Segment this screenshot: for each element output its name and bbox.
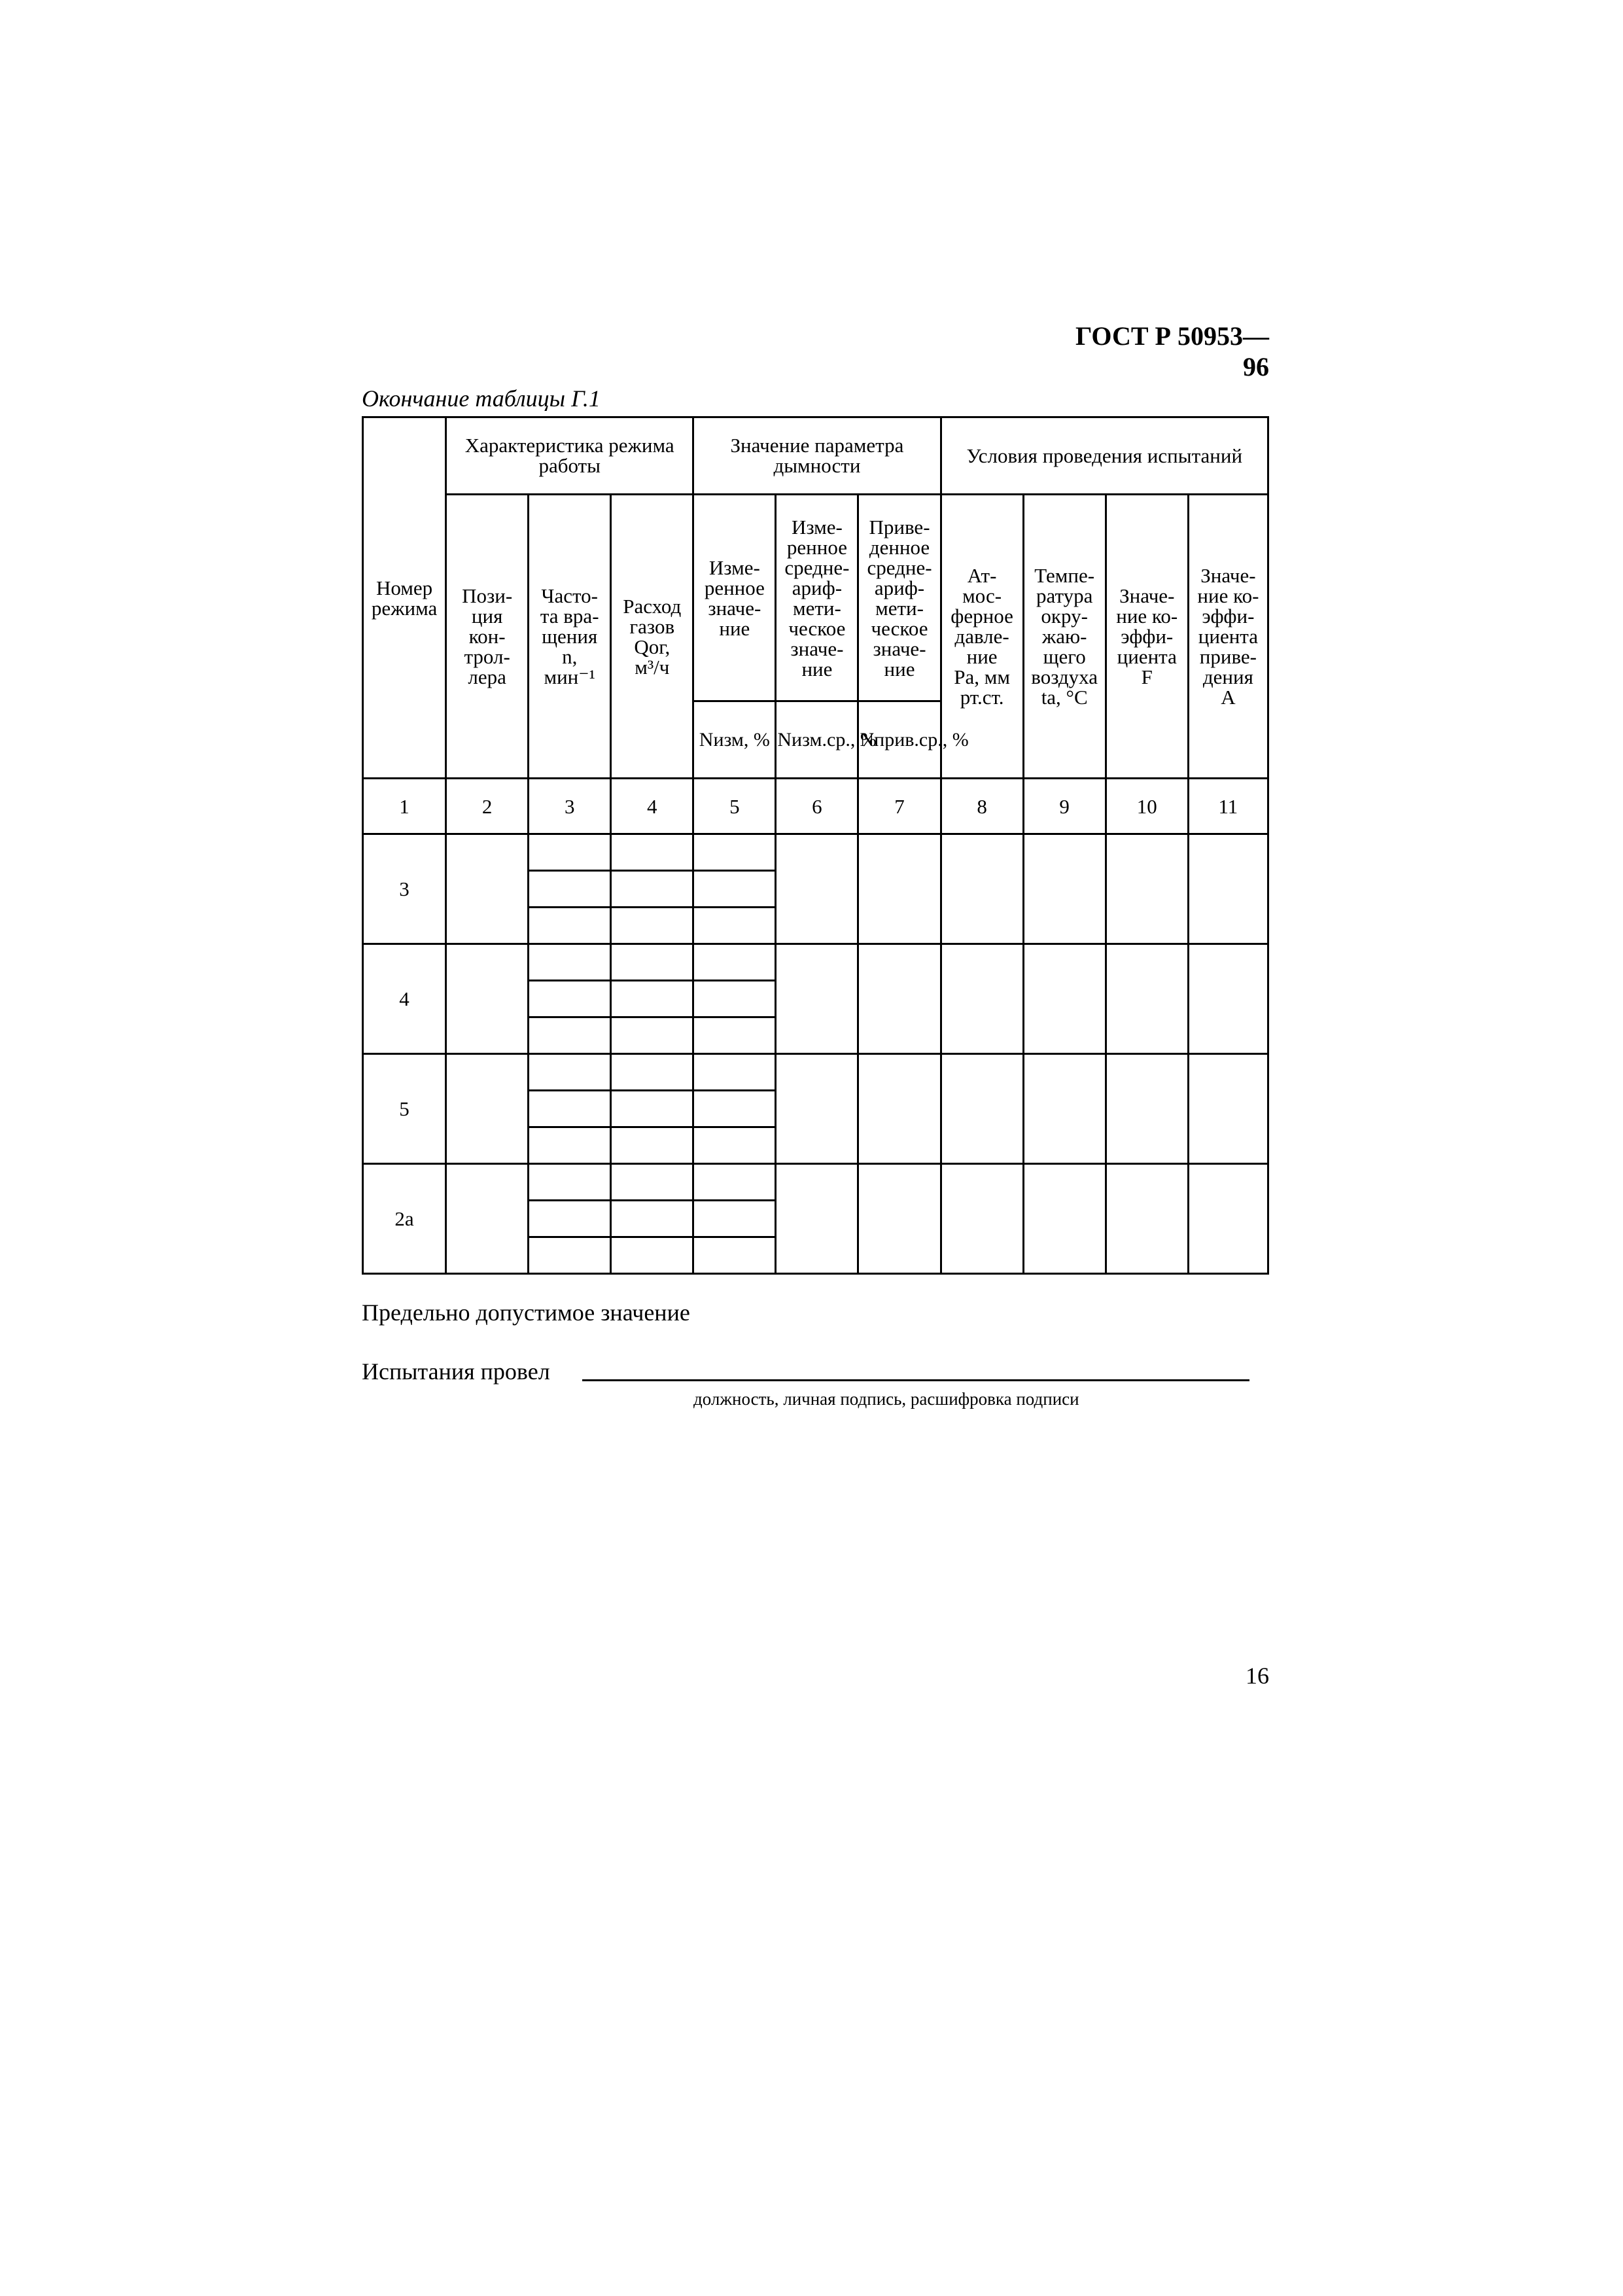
measured-value-cell: [693, 908, 776, 944]
col-rotation-frequency: Часто- та вра- щения n, мин⁻¹: [529, 495, 611, 779]
measured-mean-cell: [776, 1054, 858, 1164]
tested-by-label: Испытания провел: [362, 1358, 550, 1385]
measured-value-cell: [693, 1017, 776, 1054]
gas-flow-cell: [611, 981, 693, 1017]
gas-flow-cell: [611, 1127, 693, 1164]
gas-flow-cell: [611, 871, 693, 908]
pressure-cell: [941, 1054, 1023, 1164]
temperature-cell: [1023, 1164, 1106, 1274]
mode-number-cell: 5: [363, 1054, 446, 1164]
measured-value-cell: [693, 944, 776, 981]
header-test-conditions: Условия проведения испытаний: [941, 417, 1268, 495]
column-number: 5: [693, 779, 776, 834]
symbol-n-reduced-mean: Nприв.ср., %: [858, 701, 941, 779]
measured-value-cell: [693, 871, 776, 908]
col-measured-mean: Изме- ренное средне- ариф- мети- ческое значе- ние: [776, 495, 858, 701]
reduced-mean-cell: [858, 944, 941, 1054]
controller-position-cell: [446, 944, 529, 1054]
coefficient-f-cell: [1106, 834, 1188, 944]
smoke-test-table: [362, 416, 1269, 1275]
mode-subrow: [363, 1054, 1268, 1091]
measured-mean-cell: [776, 1164, 858, 1274]
mode-subrow: [363, 1164, 1268, 1201]
col-reduction-coefficient: Значе- ние ко- эффи- циента приве- дения A: [1188, 495, 1268, 779]
column-number: 4: [611, 779, 693, 834]
gas-flow-cell: [611, 1201, 693, 1237]
gas-flow-cell: [611, 1164, 693, 1201]
temperature-cell: [1023, 1054, 1106, 1164]
gas-flow-cell: [611, 834, 693, 871]
column-number: 3: [529, 779, 611, 834]
reduction-coefficient-cell: [1188, 944, 1268, 1054]
column-number: 9: [1023, 779, 1106, 834]
controller-position-cell: [446, 834, 529, 944]
coefficient-f-cell: [1106, 944, 1188, 1054]
mode-rows: [363, 834, 1268, 1274]
reduction-coefficient-cell: [1188, 1054, 1268, 1164]
reduction-coefficient-cell: [1188, 834, 1268, 944]
measured-value-cell: [693, 1201, 776, 1237]
rotation-frequency-cell: [529, 834, 611, 871]
document-code: ГОСТ Р 50953—96: [1075, 321, 1269, 381]
col-atmospheric-pressure: Ат- мос- ферное давле- ние Pa, мм рт.ст.: [941, 495, 1023, 779]
col-reduced-mean: Приве- денное средне- ариф- мети- ческое значе- ние: [858, 495, 941, 701]
reduced-mean-cell: [858, 1164, 941, 1274]
reduced-mean-cell: [858, 1054, 941, 1164]
measured-value-cell: [693, 981, 776, 1017]
temperature-cell: [1023, 944, 1106, 1054]
signature-caption: должность, личная подпись, расшифровка подписи: [693, 1389, 1079, 1409]
measured-value-cell: [693, 834, 776, 871]
rotation-frequency-cell: [529, 1127, 611, 1164]
header-mode-number: Номер режима: [363, 417, 446, 779]
gas-flow-cell: [611, 944, 693, 981]
measured-value-cell: [693, 1164, 776, 1201]
measured-mean-cell: [776, 834, 858, 944]
reduction-coefficient-cell: [1188, 1164, 1268, 1274]
column-number: 6: [776, 779, 858, 834]
measured-value-cell: [693, 1091, 776, 1127]
col-air-temperature: Темпе- ратура окру- жаю- щего воздуха ta, °С: [1023, 495, 1106, 779]
rotation-frequency-cell: [529, 944, 611, 981]
rotation-frequency-cell: [529, 1201, 611, 1237]
symbol-n-measured-mean: Nизм.ср., %: [776, 701, 858, 779]
gas-flow-cell: [611, 908, 693, 944]
controller-position-cell: [446, 1054, 529, 1164]
rotation-frequency-cell: [529, 1017, 611, 1054]
col-gas-flow: Расход газов Qог, м³/ч: [611, 495, 693, 779]
temperature-cell: [1023, 834, 1106, 944]
column-number: 8: [941, 779, 1023, 834]
gas-flow-cell: [611, 1237, 693, 1274]
rotation-frequency-cell: [529, 1237, 611, 1274]
header-smoke-parameter: Значение параметра дымности: [693, 417, 941, 495]
signature-line: [582, 1379, 1249, 1381]
gas-flow-cell: [611, 1017, 693, 1054]
mode-number-cell: 3: [363, 834, 446, 944]
rotation-frequency-cell: [529, 1091, 611, 1127]
rotation-frequency-cell: [529, 871, 611, 908]
col-controller-position: Пози- ция кон- трол- лера: [446, 495, 529, 779]
col-measured-value: Изме- ренное значе- ние: [693, 495, 776, 701]
measured-mean-cell: [776, 944, 858, 1054]
mode-number-cell: 2а: [363, 1164, 446, 1274]
coefficient-f-cell: [1106, 1164, 1188, 1274]
rotation-frequency-cell: [529, 1054, 611, 1091]
column-number: 7: [858, 779, 941, 834]
pressure-cell: [941, 1164, 1023, 1274]
pressure-cell: [941, 944, 1023, 1054]
table-caption: Окончание таблицы Г.1: [362, 385, 601, 412]
column-number: 10: [1106, 779, 1188, 834]
mode-number-cell: 4: [363, 944, 446, 1054]
col-coefficient-f: Значе- ние ко- эффи- циента F: [1106, 495, 1188, 779]
measured-value-cell: [693, 1237, 776, 1274]
column-number: 1: [363, 779, 446, 834]
page-number: 16: [1246, 1663, 1269, 1689]
controller-position-cell: [446, 1164, 529, 1274]
measured-value-cell: [693, 1054, 776, 1091]
measured-value-cell: [693, 1127, 776, 1164]
reduced-mean-cell: [858, 834, 941, 944]
column-number: 2: [446, 779, 529, 834]
rotation-frequency-cell: [529, 908, 611, 944]
rotation-frequency-cell: [529, 1164, 611, 1201]
mode-subrow: [363, 834, 1268, 871]
gas-flow-cell: [611, 1054, 693, 1091]
limit-value-label: Предельно допустимое значение: [362, 1299, 690, 1326]
symbol-n-measured: Nизм, %: [693, 701, 776, 779]
header-mode-characteristics: Характеристика режима работы: [446, 417, 693, 495]
pressure-cell: [941, 834, 1023, 944]
coefficient-f-cell: [1106, 1054, 1188, 1164]
rotation-frequency-cell: [529, 981, 611, 1017]
gas-flow-cell: [611, 1091, 693, 1127]
column-number: 11: [1188, 779, 1268, 834]
mode-subrow: [363, 944, 1268, 981]
